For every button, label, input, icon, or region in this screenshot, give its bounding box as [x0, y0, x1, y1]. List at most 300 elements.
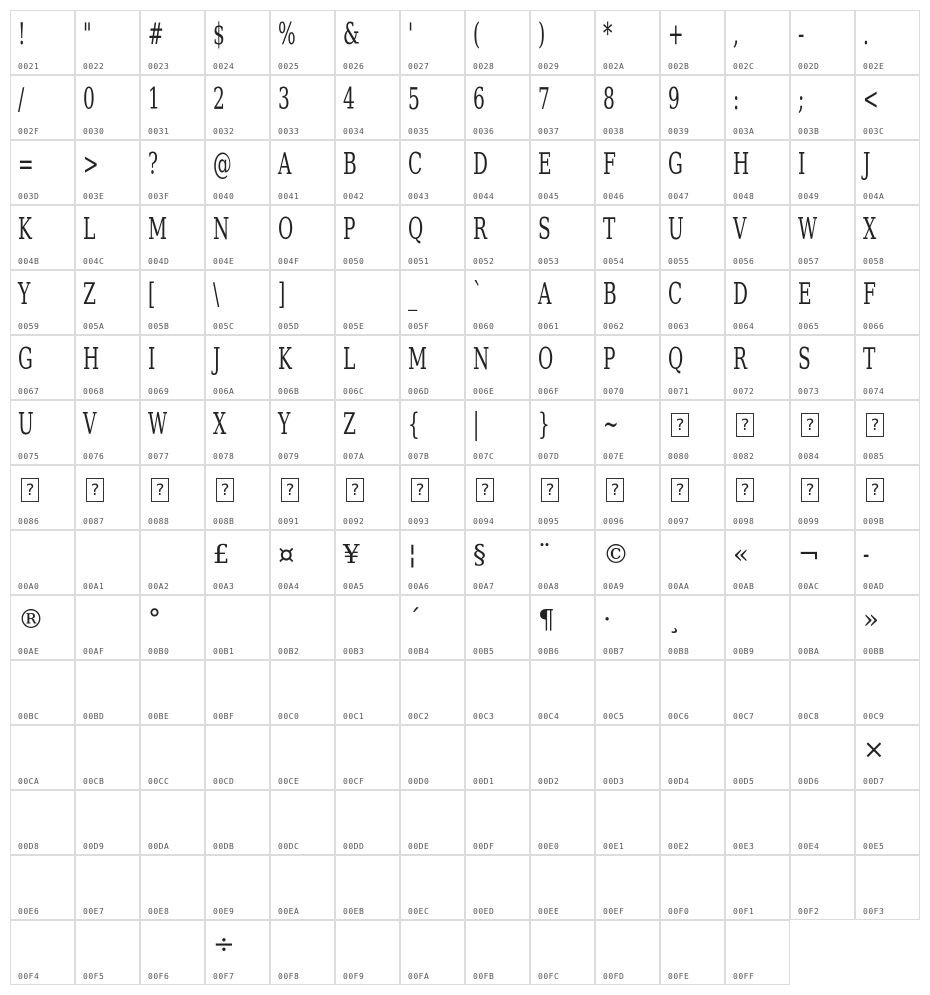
glyph-cell — [790, 465, 855, 530]
glyph-char: X — [213, 407, 227, 442]
glyph-cell — [790, 75, 855, 140]
glyph-cell — [725, 855, 790, 920]
glyph-code: 0085 — [863, 452, 885, 461]
glyph-code: 00D6 — [798, 777, 820, 786]
glyph-cell — [400, 205, 465, 270]
glyph-cell — [530, 920, 595, 985]
glyph-code: 0091 — [278, 517, 300, 526]
glyph-code: 004B — [18, 257, 40, 266]
glyph-code: 0021 — [18, 62, 40, 71]
glyph-char: Y — [278, 407, 291, 442]
glyph-cell — [465, 595, 530, 660]
glyph-cell — [75, 530, 140, 595]
glyph-code: 00D4 — [668, 777, 690, 786]
glyph-code: 00D2 — [538, 777, 560, 786]
glyph-code: 00E9 — [213, 907, 235, 916]
glyph-char: H — [733, 147, 750, 182]
glyph-code: 00C0 — [278, 712, 300, 721]
glyph-cell — [465, 465, 530, 530]
glyph-code: 0063 — [668, 322, 690, 331]
glyph-cell — [855, 855, 920, 920]
glyph-cell — [400, 400, 465, 465]
glyph-cell — [660, 10, 725, 75]
glyph-char: Q — [408, 212, 424, 247]
glyph-code: 0069 — [148, 387, 170, 396]
glyph-char: J — [213, 342, 221, 377]
glyph-char: P — [603, 342, 616, 377]
glyph-char: ? — [411, 478, 429, 502]
glyph-code: 0099 — [798, 517, 820, 526]
glyph-cell — [725, 660, 790, 725]
glyph-char: N — [473, 342, 490, 377]
glyph-cell — [270, 530, 335, 595]
glyph-cell — [855, 530, 920, 595]
glyph-char: ? — [866, 413, 884, 437]
glyph-char: ? — [671, 413, 689, 437]
glyph-code: 0062 — [603, 322, 625, 331]
glyph-cell — [140, 205, 205, 270]
glyph-cell — [75, 10, 140, 75]
glyph-code: 0082 — [733, 452, 755, 461]
glyph-code: 0070 — [603, 387, 625, 396]
glyph-cell — [205, 465, 270, 530]
glyph-cell — [660, 270, 725, 335]
glyph-cell — [595, 75, 660, 140]
glyph-code: 006F — [538, 387, 560, 396]
glyph-char: I — [148, 342, 156, 377]
glyph-cell — [75, 400, 140, 465]
glyph-char: ? — [541, 478, 559, 502]
glyph-cell — [10, 790, 75, 855]
glyph-char: R — [473, 212, 488, 247]
glyph-char: W — [798, 212, 818, 247]
glyph-cell — [725, 335, 790, 400]
glyph-code: 00E8 — [148, 907, 170, 916]
glyph-cell — [205, 140, 270, 205]
glyph-char: £ — [213, 540, 230, 570]
glyph-code: 0067 — [18, 387, 40, 396]
glyph-char: J — [863, 147, 871, 182]
glyph-cell — [660, 140, 725, 205]
glyph-char: B — [603, 277, 617, 312]
glyph-code: 0023 — [148, 62, 170, 71]
glyph-cell — [465, 920, 530, 985]
glyph-code: 00FC — [538, 972, 560, 981]
glyph-cell — [595, 595, 660, 660]
glyph-char: ? — [671, 478, 689, 502]
glyph-code: 00AF — [83, 647, 105, 656]
glyph-code: 00A6 — [408, 582, 430, 591]
glyph-cell — [465, 400, 530, 465]
glyph-cell — [400, 75, 465, 140]
glyph-cell — [10, 75, 75, 140]
glyph-cell — [10, 920, 75, 985]
glyph-cell — [530, 75, 595, 140]
glyph-code: 00F1 — [733, 907, 755, 916]
glyph-code: 00C5 — [603, 712, 625, 721]
glyph-char: 1 — [148, 82, 160, 117]
glyph-cell — [10, 270, 75, 335]
glyph-cell — [660, 75, 725, 140]
glyph-code: 0092 — [343, 517, 365, 526]
glyph-code: 006A — [213, 387, 235, 396]
glyph-cell — [75, 205, 140, 270]
glyph-char: + — [668, 17, 684, 52]
glyph-char: X — [863, 212, 877, 247]
glyph-cell — [270, 660, 335, 725]
glyph-cell — [465, 140, 530, 205]
glyph-char: , — [733, 17, 739, 52]
glyph-char: ? — [736, 413, 754, 437]
glyph-code: 00BC — [18, 712, 40, 721]
glyph-cell — [335, 595, 400, 660]
glyph-code: 00E0 — [538, 842, 560, 851]
glyph-code: 0098 — [733, 517, 755, 526]
glyph-code: 004A — [863, 192, 885, 201]
glyph-code: 0095 — [538, 517, 560, 526]
glyph-cell — [335, 855, 400, 920]
glyph-code: 003D — [18, 192, 40, 201]
glyph-cell — [75, 140, 140, 205]
glyph-char: K — [278, 342, 292, 377]
glyph-char: * — [603, 17, 613, 52]
glyph-cell — [855, 660, 920, 725]
glyph-code: 0094 — [473, 517, 495, 526]
glyph-cell — [335, 660, 400, 725]
glyph-code: 00E5 — [863, 842, 885, 851]
glyph-char: [ — [148, 277, 156, 312]
glyph-grid — [10, 10, 920, 985]
glyph-cell — [725, 725, 790, 790]
glyph-cell — [855, 335, 920, 400]
glyph-code: 00D5 — [733, 777, 755, 786]
glyph-char: ? — [216, 478, 234, 502]
glyph-code: 00B6 — [538, 647, 560, 656]
glyph-char: ¨ — [538, 540, 551, 570]
glyph-code: 00A8 — [538, 582, 560, 591]
glyph-cell — [660, 855, 725, 920]
glyph-char: < — [863, 82, 879, 117]
glyph-code: 00CA — [18, 777, 40, 786]
glyph-code: 00BD — [83, 712, 105, 721]
glyph-cell — [270, 400, 335, 465]
glyph-cell — [790, 270, 855, 335]
glyph-char: $ — [213, 17, 225, 52]
glyph-code: 00A2 — [148, 582, 170, 591]
glyph-code: 00FB — [473, 972, 495, 981]
glyph-char: ? — [148, 147, 158, 182]
glyph-cell — [790, 140, 855, 205]
glyph-cell — [595, 205, 660, 270]
glyph-code: 007A — [343, 452, 365, 461]
glyph-cell — [400, 140, 465, 205]
glyph-cell — [465, 855, 530, 920]
glyph-cell — [270, 335, 335, 400]
glyph-code: 00C1 — [343, 712, 365, 721]
glyph-char: C — [408, 147, 423, 182]
glyph-cell — [790, 725, 855, 790]
glyph-code: 0058 — [863, 257, 885, 266]
glyph-char: 9 — [668, 82, 680, 117]
glyph-code: 0078 — [213, 452, 235, 461]
glyph-code: 00BE — [148, 712, 170, 721]
glyph-cell — [465, 205, 530, 270]
glyph-code: 00F3 — [863, 907, 885, 916]
glyph-char: 8 — [603, 82, 615, 117]
glyph-code: 0066 — [863, 322, 885, 331]
glyph-code: 00AA — [668, 582, 690, 591]
glyph-char: « — [733, 540, 749, 570]
glyph-code: 0042 — [343, 192, 365, 201]
glyph-cell — [335, 725, 400, 790]
glyph-code: 0046 — [603, 192, 625, 201]
glyph-code: 00A5 — [343, 582, 365, 591]
glyph-code: 0051 — [408, 257, 430, 266]
glyph-char: / — [18, 82, 25, 117]
glyph-cell — [335, 10, 400, 75]
glyph-char: 7 — [538, 82, 550, 117]
glyph-cell — [855, 205, 920, 270]
glyph-cell — [790, 530, 855, 595]
glyph-char: I — [798, 147, 806, 182]
glyph-code: 0075 — [18, 452, 40, 461]
glyph-code: 0084 — [798, 452, 820, 461]
glyph-cell — [10, 595, 75, 660]
glyph-char: 2 — [213, 82, 225, 117]
glyph-code: 00F5 — [83, 972, 105, 981]
glyph-code: 0034 — [343, 127, 365, 136]
glyph-cell — [400, 10, 465, 75]
glyph-char: R — [733, 342, 748, 377]
glyph-char: _ — [408, 277, 418, 312]
glyph-cell — [400, 530, 465, 595]
glyph-char: T — [863, 342, 876, 377]
glyph-cell — [205, 660, 270, 725]
glyph-code: 0060 — [473, 322, 495, 331]
glyph-cell — [595, 660, 660, 725]
glyph-cell — [530, 855, 595, 920]
glyph-char: ' — [408, 17, 414, 52]
glyph-char: ? — [736, 478, 754, 502]
glyph-code: 00A3 — [213, 582, 235, 591]
glyph-code: 00F0 — [668, 907, 690, 916]
glyph-cell — [855, 140, 920, 205]
glyph-char: N — [213, 212, 230, 247]
glyph-code: 00D0 — [408, 777, 430, 786]
glyph-cell — [530, 205, 595, 270]
glyph-cell — [400, 725, 465, 790]
glyph-code: 009B — [863, 517, 885, 526]
glyph-cell — [855, 790, 920, 855]
glyph-code: 004D — [148, 257, 170, 266]
glyph-code: 0049 — [798, 192, 820, 201]
glyph-cell — [140, 335, 205, 400]
glyph-code: 006C — [343, 387, 365, 396]
glyph-code: 00CF — [343, 777, 365, 786]
glyph-cell — [530, 140, 595, 205]
glyph-char: ` — [473, 277, 483, 312]
glyph-char: § — [473, 540, 486, 570]
glyph-cell — [530, 335, 595, 400]
glyph-code: 00F6 — [148, 972, 170, 981]
glyph-cell — [530, 660, 595, 725]
glyph-code: 0038 — [603, 127, 625, 136]
glyph-code: 00AB — [733, 582, 755, 591]
glyph-code: 00B9 — [733, 647, 755, 656]
glyph-cell — [660, 920, 725, 985]
glyph-code: 00AE — [18, 647, 40, 656]
glyph-code: 0045 — [538, 192, 560, 201]
glyph-cell — [725, 530, 790, 595]
glyph-code: 00AC — [798, 582, 820, 591]
glyph-char: : — [733, 82, 740, 117]
glyph-cell — [270, 205, 335, 270]
glyph-code: 004C — [83, 257, 105, 266]
glyph-cell — [140, 725, 205, 790]
glyph-cell — [270, 140, 335, 205]
glyph-code: 0022 — [83, 62, 105, 71]
glyph-code: 003B — [798, 127, 820, 136]
glyph-cell — [140, 400, 205, 465]
glyph-cell — [530, 530, 595, 595]
glyph-cell — [270, 75, 335, 140]
glyph-code: 00C9 — [863, 712, 885, 721]
glyph-cell — [790, 205, 855, 270]
glyph-char: ? — [21, 478, 39, 502]
glyph-cell — [270, 465, 335, 530]
glyph-cell — [75, 270, 140, 335]
glyph-code: 0052 — [473, 257, 495, 266]
glyph-char: W — [148, 407, 168, 442]
glyph-char: O — [538, 342, 554, 377]
glyph-cell — [10, 140, 75, 205]
glyph-code: 0065 — [798, 322, 820, 331]
glyph-cell — [10, 10, 75, 75]
glyph-char: E — [798, 277, 812, 312]
glyph-cell — [205, 530, 270, 595]
glyph-cell — [75, 465, 140, 530]
glyph-cell — [725, 205, 790, 270]
glyph-cell — [335, 140, 400, 205]
glyph-code: 005F — [408, 322, 430, 331]
glyph-code: 00D8 — [18, 842, 40, 851]
glyph-cell — [530, 790, 595, 855]
glyph-char: © — [603, 540, 629, 570]
glyph-char: D — [733, 277, 748, 312]
glyph-char: ~ — [603, 407, 619, 442]
glyph-code: 00E6 — [18, 907, 40, 916]
glyph-code: 00FD — [603, 972, 625, 981]
glyph-char: F — [603, 147, 616, 182]
glyph-cell — [465, 75, 530, 140]
glyph-cell — [530, 725, 595, 790]
glyph-code: 002E — [863, 62, 885, 71]
glyph-cell — [725, 10, 790, 75]
glyph-cell — [75, 920, 140, 985]
glyph-cell — [140, 140, 205, 205]
glyph-cell — [205, 75, 270, 140]
glyph-code: 0030 — [83, 127, 105, 136]
glyph-cell — [530, 595, 595, 660]
glyph-cell — [855, 400, 920, 465]
glyph-cell — [205, 790, 270, 855]
glyph-cell — [140, 10, 205, 75]
glyph-code: 00DD — [343, 842, 365, 851]
glyph-cell — [270, 920, 335, 985]
glyph-code: 0077 — [148, 452, 170, 461]
glyph-code: 0055 — [668, 257, 690, 266]
glyph-cell — [400, 790, 465, 855]
glyph-code: 0088 — [148, 517, 170, 526]
glyph-char: ] — [278, 277, 286, 312]
glyph-code: 0056 — [733, 257, 755, 266]
glyph-cell — [465, 790, 530, 855]
glyph-code: 005B — [148, 322, 170, 331]
glyph-cell — [725, 790, 790, 855]
glyph-cell — [530, 10, 595, 75]
glyph-char: L — [343, 342, 356, 377]
glyph-code: 005C — [213, 322, 235, 331]
glyph-code: 0041 — [278, 192, 300, 201]
glyph-code: 00EE — [538, 907, 560, 916]
glyph-code: 0047 — [668, 192, 690, 201]
glyph-cell — [205, 400, 270, 465]
glyph-code: 0053 — [538, 257, 560, 266]
glyph-char: D — [473, 147, 488, 182]
glyph-code: 00D9 — [83, 842, 105, 851]
glyph-code: 0054 — [603, 257, 625, 266]
glyph-char: × — [863, 735, 885, 765]
glyph-code: 00C6 — [668, 712, 690, 721]
glyph-cell — [595, 465, 660, 530]
glyph-code: 004F — [278, 257, 300, 266]
glyph-code: 00B5 — [473, 647, 495, 656]
glyph-code: 00BF — [213, 712, 235, 721]
glyph-cell — [855, 270, 920, 335]
glyph-char: ? — [281, 478, 299, 502]
glyph-char: ? — [86, 478, 104, 502]
glyph-code: 00B0 — [148, 647, 170, 656]
glyph-char: ( — [473, 17, 481, 52]
glyph-code: 00CC — [148, 777, 170, 786]
glyph-cell — [10, 335, 75, 400]
glyph-code: 0029 — [538, 62, 560, 71]
glyph-cell — [790, 400, 855, 465]
glyph-code: 0076 — [83, 452, 105, 461]
glyph-char: ? — [866, 478, 884, 502]
glyph-cell — [530, 465, 595, 530]
glyph-char: ¦ — [408, 540, 417, 570]
glyph-char: S — [538, 212, 551, 247]
glyph-code: 00A1 — [83, 582, 105, 591]
glyph-cell — [725, 140, 790, 205]
glyph-char: U — [18, 407, 34, 442]
glyph-cell — [660, 595, 725, 660]
glyph-cell — [465, 10, 530, 75]
glyph-code: 0080 — [668, 452, 690, 461]
glyph-code: 0096 — [603, 517, 625, 526]
glyph-code: 00B4 — [408, 647, 430, 656]
glyph-cell — [205, 205, 270, 270]
glyph-char: G — [18, 342, 33, 377]
glyph-cell — [660, 530, 725, 595]
glyph-cell — [725, 920, 790, 985]
glyph-char: H — [83, 342, 100, 377]
glyph-code: 00A4 — [278, 582, 300, 591]
glyph-char: Y — [18, 277, 31, 312]
glyph-cell — [660, 790, 725, 855]
glyph-char: A — [278, 147, 292, 182]
